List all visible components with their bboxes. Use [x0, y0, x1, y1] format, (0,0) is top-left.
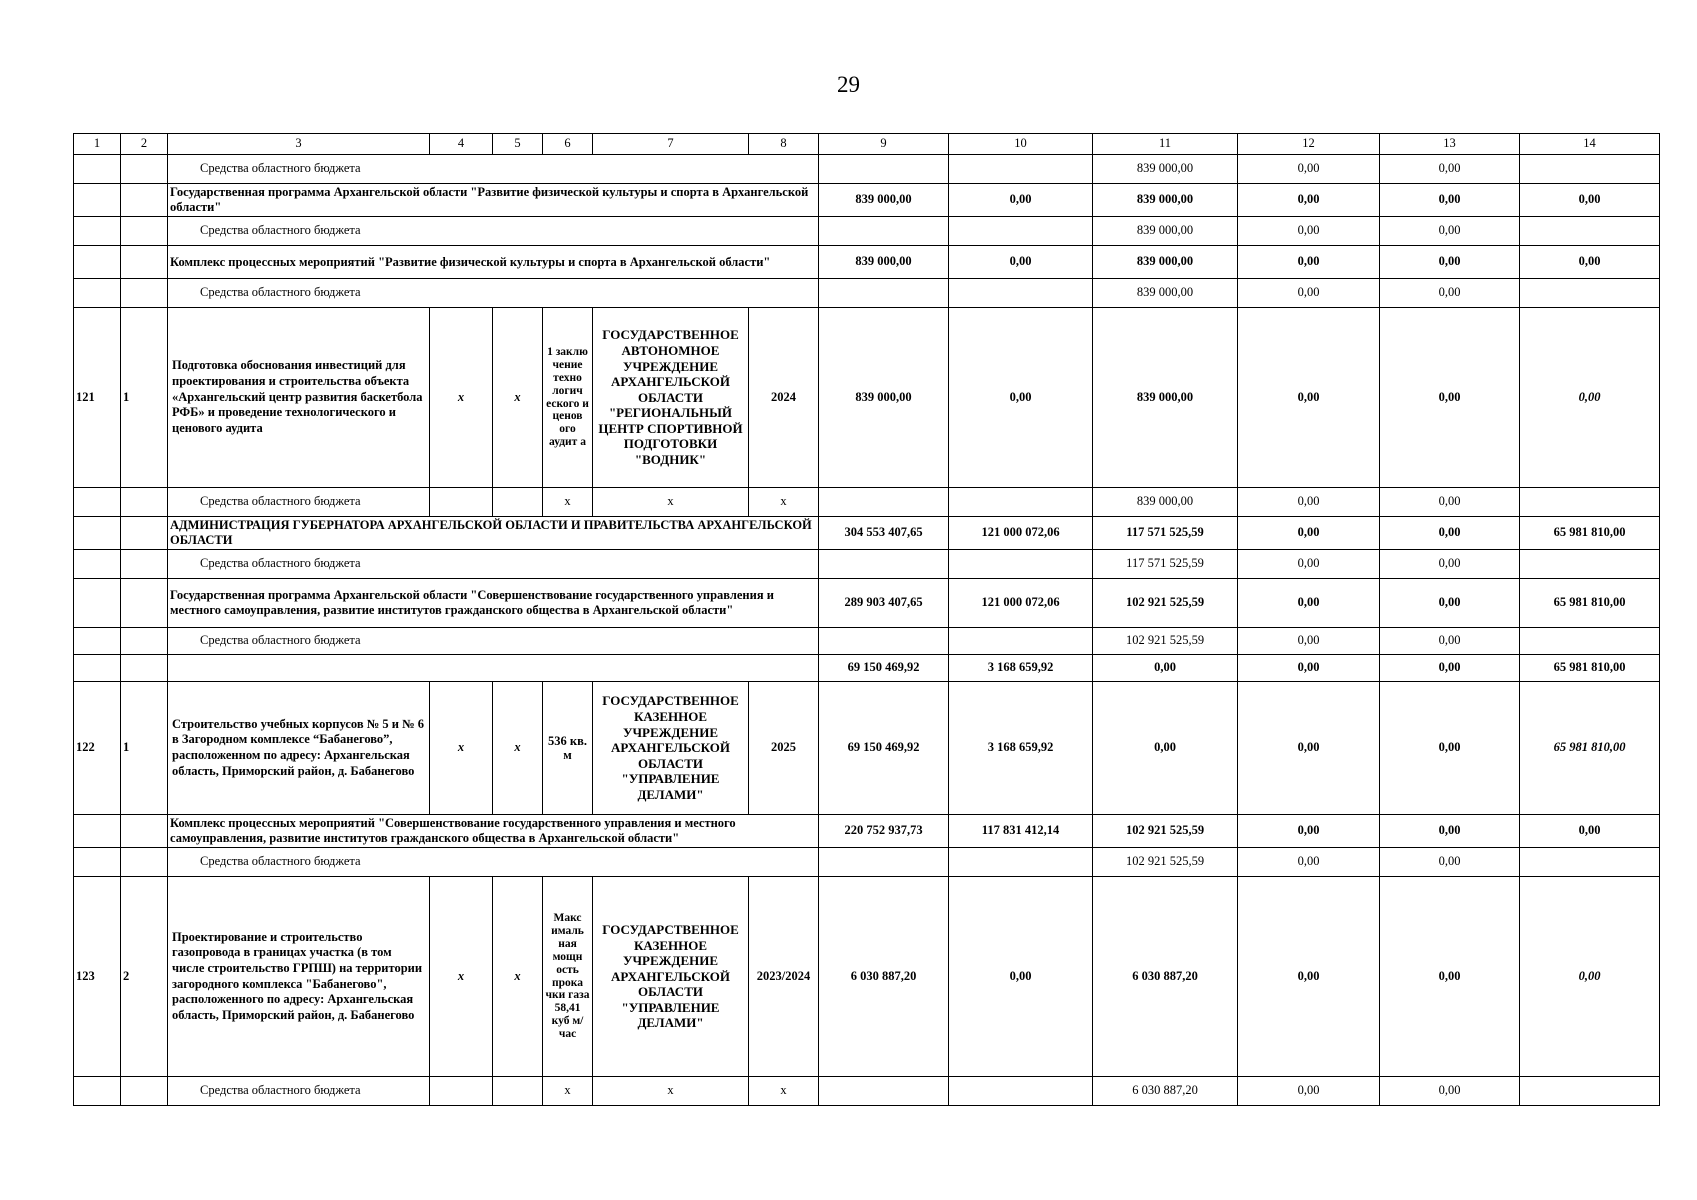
cell: 3 168 659,92 — [949, 682, 1093, 815]
table-row — [74, 655, 1660, 682]
cell: 0,00 — [1380, 579, 1520, 628]
cell: 839 000,00 — [819, 184, 949, 217]
cell: 117 571 525,59 — [1093, 517, 1238, 550]
cell: 0,00 — [1238, 217, 1380, 246]
cell: 839 000,00 — [1093, 246, 1238, 279]
item-number: 1 — [121, 682, 168, 815]
cell: x — [543, 1077, 593, 1106]
cell: 0,00 — [1520, 246, 1660, 279]
cell: 102 921 525,59 — [1093, 579, 1238, 628]
cell: x — [493, 308, 543, 488]
cell: 0,00 — [1238, 1077, 1380, 1106]
row-number: 121 — [74, 308, 121, 488]
cell: 220 752 937,73 — [819, 815, 949, 848]
cell: 839 000,00 — [819, 308, 949, 488]
item-number: 1 — [121, 308, 168, 488]
executor-cell: ГОСУДАРСТВЕННОЕ КАЗЕННОЕ УЧРЕЖДЕНИЕ АРХАНГЕЛЬСКОЙ ОБЛАСТИ "УПРАВЛЕНИЕ ДЕЛАМИ" — [593, 877, 749, 1077]
header-cell: 10 — [949, 134, 1093, 155]
cell: 0,00 — [1380, 279, 1520, 308]
cell: 839 000,00 — [1093, 308, 1238, 488]
cell: x — [593, 1077, 749, 1106]
object-name: Проектирование и строительство газопровода в границах участка (в том числе строительство ГРПШ) на территории загородного комплекса "Бабанегово", расположенного по адресу: Архангельская область, Приморский район, д. Бабанегово — [168, 877, 430, 1077]
cell: 0,00 — [1380, 308, 1520, 488]
cell: 0,00 — [1380, 848, 1520, 877]
cell: 0,00 — [1380, 517, 1520, 550]
cell: 0,00 — [1380, 682, 1520, 815]
table-row — [74, 550, 1660, 579]
program-title: Комплекс процессных мероприятий "Развитие физической культуры и спорта в Архангельской области" — [168, 246, 819, 279]
fund-label: Средства областного бюджета — [168, 279, 819, 308]
cell: 0,00 — [1238, 155, 1380, 184]
cell: 839 000,00 — [819, 246, 949, 279]
row-number: 123 — [74, 877, 121, 1077]
cell: x — [430, 877, 493, 1077]
program-title: Государственная программа Архангельской области "Совершенствование государственного управления и местного самоуправления, развитие институтов гражданского общества в Архангельской области" — [168, 579, 819, 628]
fund-label: Средства областного бюджета — [168, 155, 819, 184]
fund-label: Средства областного бюджета — [168, 1077, 430, 1106]
cell: 0,00 — [1380, 217, 1520, 246]
table-row — [74, 155, 1660, 184]
cell: 2025 — [749, 682, 819, 815]
cell: 0,00 — [1238, 815, 1380, 848]
table-row — [74, 184, 1660, 217]
table-row — [74, 815, 1660, 848]
cell: 0,00 — [1238, 279, 1380, 308]
fund-label: Средства областного бюджета — [168, 217, 819, 246]
cell: 0,00 — [1238, 308, 1380, 488]
executor-cell: ГОСУДАРСТВЕННОЕ АВТОНОМНОЕ УЧРЕЖДЕНИЕ АРХАНГЕЛЬСКОЙ ОБЛАСТИ "РЕГИОНАЛЬНЫЙ ЦЕНТР СПОРТИВНОЙ ПОДГОТОВКИ "ВОДНИК" — [593, 308, 749, 488]
cell: 0,00 — [949, 877, 1093, 1077]
cell: 65 981 810,00 — [1520, 579, 1660, 628]
header-cell: 7 — [593, 134, 749, 155]
cell: 0,00 — [1093, 682, 1238, 815]
cell: 102 921 525,59 — [1093, 848, 1238, 877]
cell: 0,00 — [1380, 877, 1520, 1077]
cell: 0,00 — [949, 308, 1093, 488]
executor-cell: ГОСУДАРСТВЕННОЕ КАЗЕННОЕ УЧРЕЖДЕНИЕ АРХАНГЕЛЬСКОЙ ОБЛАСТИ "УПРАВЛЕНИЕ ДЕЛАМИ" — [593, 682, 749, 815]
cell: 0,00 — [1520, 308, 1660, 488]
fund-label: Средства областного бюджета — [168, 628, 819, 655]
table-header-row — [74, 134, 1660, 155]
cell: x — [493, 877, 543, 1077]
cell: 289 903 407,65 — [819, 579, 949, 628]
table-row — [74, 682, 1660, 815]
cell: 117 831 412,14 — [949, 815, 1093, 848]
header-cell: 4 — [430, 134, 493, 155]
capacity-cell: 1 заклю чение техно логич еского и ценов ого аудит а — [543, 308, 593, 488]
table-row — [74, 579, 1660, 628]
cell: 117 571 525,59 — [1093, 550, 1238, 579]
cell: x — [493, 682, 543, 815]
header-cell: 12 — [1238, 134, 1380, 155]
table-row — [74, 517, 1660, 550]
fund-label: Средства областного бюджета — [168, 848, 819, 877]
cell: 0,00 — [1238, 550, 1380, 579]
cell: 0,00 — [1238, 246, 1380, 279]
cell: 102 921 525,59 — [1093, 628, 1238, 655]
cell: 0,00 — [1520, 184, 1660, 217]
header-cell: 8 — [749, 134, 819, 155]
cell: x — [749, 488, 819, 517]
cell: 0,00 — [1380, 1077, 1520, 1106]
table-row — [74, 848, 1660, 877]
fund-label: Средства областного бюджета — [168, 488, 430, 517]
fund-label: Средства областного бюджета — [168, 550, 819, 579]
header-cell: 9 — [819, 134, 949, 155]
program-title: АДМИНИСТРАЦИЯ ГУБЕРНАТОРА АРХАНГЕЛЬСКОЙ ОБЛАСТИ И ПРАВИТЕЛЬСТВА АРХАНГЕЛЬСКОЙ ОБЛАСТИ — [168, 517, 819, 550]
header-cell: 11 — [1093, 134, 1238, 155]
cell: 0,00 — [1380, 488, 1520, 517]
table-row — [74, 1077, 1660, 1106]
cell: 69 150 469,92 — [819, 682, 949, 815]
table-row — [74, 488, 1660, 517]
cell: 0,00 — [1238, 517, 1380, 550]
header-cell: 1 — [74, 134, 121, 155]
header-cell: 6 — [543, 134, 593, 155]
cell: 0,00 — [1238, 628, 1380, 655]
cell: 6 030 887,20 — [819, 877, 949, 1077]
capacity-cell: 536 кв. м — [543, 682, 593, 815]
cell: 839 000,00 — [1093, 488, 1238, 517]
cell: 839 000,00 — [1093, 155, 1238, 184]
cell: 65 981 810,00 — [1520, 682, 1660, 815]
cell: 69 150 469,92 — [819, 655, 949, 682]
header-cell: 13 — [1380, 134, 1520, 155]
cell: 102 921 525,59 — [1093, 815, 1238, 848]
header-cell: 3 — [168, 134, 430, 155]
budget-table — [73, 133, 1660, 1106]
cell: 839 000,00 — [1093, 217, 1238, 246]
cell: 0,00 — [1093, 655, 1238, 682]
table-row — [74, 217, 1660, 246]
cell: 65 981 810,00 — [1520, 517, 1660, 550]
object-name: Подготовка обоснования инвестиций для проектирования и строительства объекта «Архангельский центр развития баскетбола РФБ» и проведение технологического и ценового аудита — [168, 308, 430, 488]
cell: 0,00 — [1238, 877, 1380, 1077]
cell: 0,00 — [1380, 815, 1520, 848]
cell: 0,00 — [1238, 488, 1380, 517]
capacity-cell: Макс ималь ная мощн ость прока чки газа 58,41 куб м/час — [543, 877, 593, 1077]
program-title: Государственная программа Архангельской области "Развитие физической культуры и спорта в Архангельской области" — [168, 184, 819, 217]
cell: 0,00 — [1380, 155, 1520, 184]
cell: 121 000 072,06 — [949, 517, 1093, 550]
object-name: Строительство учебных корпусов № 5 и № 6 в Загородном комплексе “Бабанегово”, расположенном по адресу: Архангельская область, Приморский район, д. Бабанегово — [168, 682, 430, 815]
cell: 0,00 — [1380, 628, 1520, 655]
cell: x — [430, 682, 493, 815]
cell: 839 000,00 — [1093, 279, 1238, 308]
cell: 0,00 — [1238, 848, 1380, 877]
cell: 65 981 810,00 — [1520, 655, 1660, 682]
table-row — [74, 279, 1660, 308]
cell: 121 000 072,06 — [949, 579, 1093, 628]
cell: 839 000,00 — [1093, 184, 1238, 217]
cell: 0,00 — [1380, 246, 1520, 279]
cell: 0,00 — [1238, 184, 1380, 217]
program-title: Комплекс процессных мероприятий "Совершенствование государственного управления и местного самоуправления, развитие институтов гражданского общества в Архангельской области" — [168, 815, 819, 848]
cell: 304 553 407,65 — [819, 517, 949, 550]
row-number: 122 — [74, 682, 121, 815]
cell: 0,00 — [949, 184, 1093, 217]
cell: 0,00 — [1238, 655, 1380, 682]
cell: 0,00 — [1238, 579, 1380, 628]
table-row — [74, 308, 1660, 488]
table-row — [74, 877, 1660, 1077]
page-number: 29 — [837, 72, 860, 97]
cell: 0,00 — [1380, 184, 1520, 217]
item-number: 2 — [121, 877, 168, 1077]
header-cell: 14 — [1520, 134, 1660, 155]
cell: 0,00 — [1520, 815, 1660, 848]
cell: x — [543, 488, 593, 517]
cell: 6 030 887,20 — [1093, 877, 1238, 1077]
header-cell: 5 — [493, 134, 543, 155]
cell: 0,00 — [1380, 655, 1520, 682]
cell: x — [593, 488, 749, 517]
cell: 2024 — [749, 308, 819, 488]
cell: 0,00 — [1520, 877, 1660, 1077]
cell: 0,00 — [1380, 550, 1520, 579]
header-cell: 2 — [121, 134, 168, 155]
cell: 0,00 — [949, 246, 1093, 279]
cell: x — [749, 1077, 819, 1106]
cell: 3 168 659,92 — [949, 655, 1093, 682]
cell: 6 030 887,20 — [1093, 1077, 1238, 1106]
table-row — [74, 246, 1660, 279]
cell: x — [430, 308, 493, 488]
cell: 0,00 — [1238, 682, 1380, 815]
table-row — [74, 628, 1660, 655]
cell: 2023/2024 — [749, 877, 819, 1077]
